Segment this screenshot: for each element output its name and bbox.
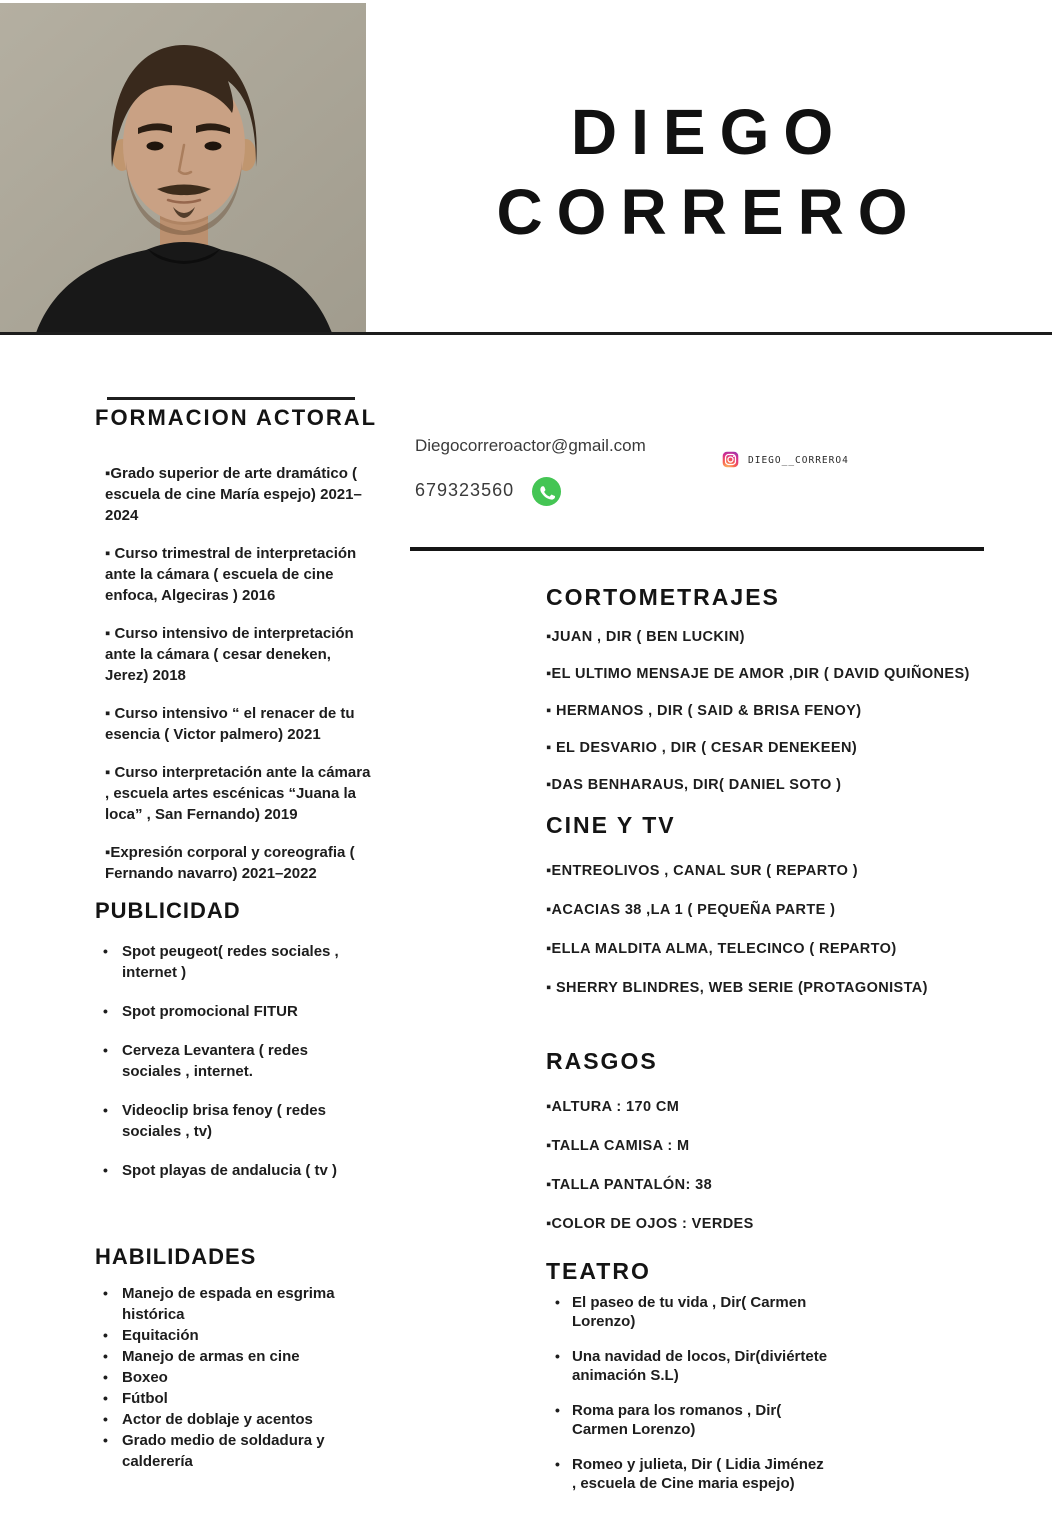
cortometrajes-item: ▪DAS BENHARAUS, DIR( DANIEL SOTO ) (546, 777, 842, 793)
rasgos-item: ▪COLOR DE OJOS : VERDES (546, 1216, 754, 1232)
formacion-item: ▪ Curso intensivo de interpretación ante la cámara ( cesar deneken, Jerez) 2018 (105, 625, 354, 684)
habilidades-item: • Manejo de armas en cine (103, 1346, 380, 1367)
habilidades-item: • Grado medio de soldadura y calderería (103, 1430, 380, 1472)
contact-phone: 679323560 (415, 480, 515, 500)
publicidad-item: • Spot promocional FITUR (103, 1001, 380, 1022)
habilidades-item: • Fútbol (103, 1388, 380, 1409)
publicidad-list (95, 941, 380, 1181)
habilidades-item: • Manejo de espada en esgrima histórica (103, 1283, 380, 1325)
publicidad-item: • Videoclip brisa fenoy ( redes sociales , tv) (103, 1100, 380, 1142)
publicidad-item: • Spot peugeot( redes sociales , internet ) (103, 941, 380, 983)
formacion-item: ▪Grado superior de arte dramático ( escuela de cine María espejo) 2021–2024 (105, 465, 362, 524)
cine-tv-item: ▪ACACIAS 38 ,LA 1 ( PEQUEÑA PARTE ) (546, 902, 836, 918)
rasgos-list (546, 1098, 1016, 1233)
page-title (366, 92, 1052, 252)
habilidades-item: • Boxeo (103, 1367, 380, 1388)
whatsapp-icon (531, 476, 562, 507)
formacion-rule (107, 397, 355, 400)
cortometrajes-heading: CORTOMETRAJES (546, 584, 780, 610)
left-column (95, 390, 380, 1472)
headshot-illustration (0, 3, 366, 332)
teatro-item: • Romeo y julieta, Dir ( Lidia Jiménez , escuela de Cine maria espejo) (555, 1455, 1016, 1493)
formacion-item: ▪ Curso intensivo “ el renacer de tu esencia ( Victor palmero) 2021 (105, 705, 355, 743)
formacion-list (95, 463, 380, 884)
habilidades-list (95, 1283, 380, 1472)
cortometrajes-item: ▪ HERMANOS , DIR ( SAID & BRISA FENOY) (546, 703, 862, 719)
teatro-item: • Una navidad de locos, Dir(diviértete animación S.L) (555, 1347, 1016, 1385)
cine-tv-item: ▪ELLA MALDITA ALMA, TELECINCO ( REPARTO) (546, 941, 897, 957)
right-column (546, 584, 1016, 1509)
cortometrajes-item: ▪ EL DESVARIO , DIR ( CESAR DENEKEEN) (546, 740, 858, 756)
publicidad-item: • Cerveza Levantera ( redes sociales , internet. (103, 1040, 380, 1082)
contact-divider (410, 547, 984, 551)
teatro-item: • El paseo de tu vida , Dir( Carmen Lorenzo) (555, 1293, 1016, 1331)
contact-email: Diegocorreroactor@gmail.com (415, 436, 646, 455)
cine-tv-item: ▪ENTREOLIVOS , CANAL SUR ( REPARTO ) (546, 863, 858, 879)
cortometrajes-item: ▪EL ULTIMO MENSAJE DE AMOR ,DIR ( DAVID QUIÑONES) (546, 666, 970, 682)
habilidades-item: • Actor de doblaje y acentos (103, 1409, 380, 1430)
rasgos-item: ▪TALLA CAMISA : M (546, 1138, 690, 1154)
teatro-item: • Roma para los romanos , Dir( Carmen Lorenzo) (555, 1401, 1016, 1439)
cortometrajes-list (546, 628, 1016, 794)
instagram-row (722, 451, 849, 468)
cine-tv-item: ▪ SHERRY BLINDRES, WEB SERIE (PROTAGONISTA) (546, 980, 928, 996)
instagram-handle: DIEGO__CORRERO4 (748, 454, 849, 466)
rasgos-item: ▪TALLA PANTALÓN: 38 (546, 1177, 713, 1193)
cine-tv-heading: CINE Y TV (546, 812, 676, 838)
teatro-heading: TEATRO (546, 1258, 651, 1284)
formacion-item: ▪ Curso interpretación ante la cámara , escuela artes escénicas “Juana la loca” , San Fernando) 2019 (105, 764, 371, 823)
formacion-item: ▪Expresión corporal y coreografia ( Fernando navarro) 2021–2022 (105, 844, 355, 882)
publicidad-heading: PUBLICIDAD (95, 898, 241, 923)
formacion-heading: FORMACION ACTORAL (95, 405, 378, 430)
habilidades-item: • Equitación (103, 1325, 380, 1346)
title-last-name: CORRERO (496, 176, 922, 248)
header-divider (0, 332, 1052, 335)
cine-tv-list (546, 862, 1016, 997)
cortometrajes-item: ▪JUAN , DIR ( BEN LUCKIN) (546, 629, 745, 645)
title-first-name: DIEGO (570, 96, 848, 168)
rasgos-item: ▪ALTURA : 170 CM (546, 1099, 680, 1115)
habilidades-heading: HABILIDADES (95, 1244, 257, 1269)
formacion-item: ▪ Curso trimestral de interpretación ante la cámara ( escuela de cine enfoca, Algeciras ) 2016 (105, 545, 357, 604)
rasgos-heading: RASGOS (546, 1048, 658, 1074)
publicidad-item: • Spot playas de andalucia ( tv ) (103, 1160, 380, 1181)
instagram-icon (722, 451, 739, 468)
teatro-list (546, 1293, 1016, 1493)
headshot-photo (0, 3, 366, 332)
